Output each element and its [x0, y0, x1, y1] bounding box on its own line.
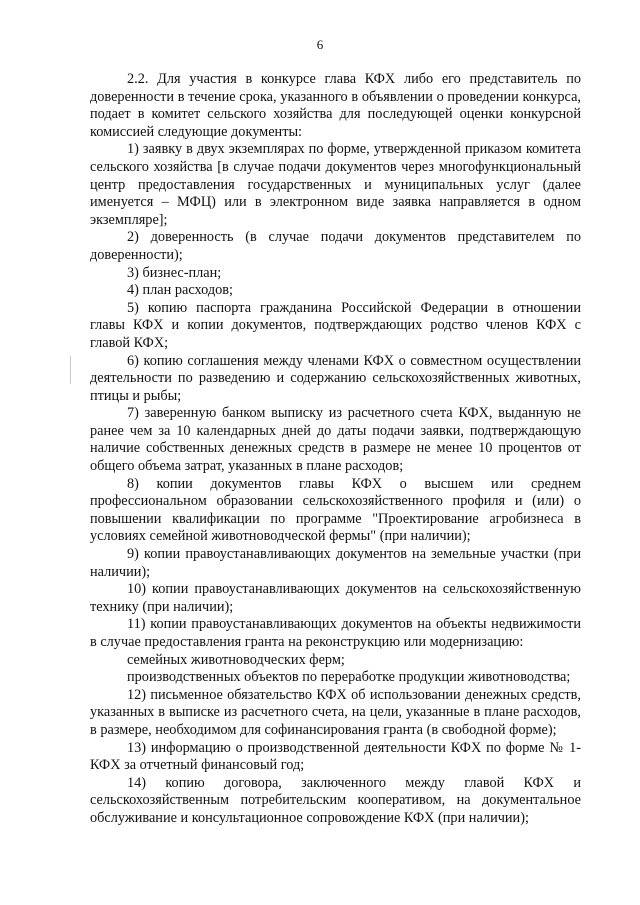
list-item-2-power-of-attorney: 2) доверенность (в случае подачи документов представителем по доверенности);	[90, 229, 581, 263]
list-item-1-application: 1) заявку в двух экземплярах по форме, утвержденной приказом комитета сельского хозяйства [в случае подачи документов через многофункциональный центр предоставления государственных и муниципальных услуг (далее именуется – МФЦ) или в электронном виде заявка направляется в одном экземпляре];	[90, 141, 581, 228]
list-item-12-written-obligation: 12) письменное обязательство КФХ об использовании денежных средств, указанных в выписке из расчетного счета, на цели, указанные в плане расходов, в размере, необходимом для софинансирования гранта (в свободной форме);	[90, 686, 581, 738]
list-item-4-expense-plan: 4) план расходов;	[127, 282, 233, 299]
list-subitem-processing-facilities: производственных объектов по переработке продукции животноводства;	[127, 669, 571, 686]
list-item-10-machinery-documents: 10) копии правоустанавливающих документов на сельскохозяйственную технику (при наличии);	[90, 581, 581, 615]
page-number: 6	[316, 37, 324, 52]
list-item-7-bank-statement: 7) заверенную банком выписку из расчетного счета КФХ, выданную не ранее чем за 10 календарных дней до даты подачи заявки, подтверждающую наличие собственных денежных средств в размере не менее 10 процентов от общего объема затрат, указанных в плане расходов;	[90, 405, 581, 475]
list-item-6-agreement-copy: 6) копию соглашения между членами КФХ о совместном осуществлении деятельности по разведению и содержанию сельскохозяйственных животных, птицы и рыбы;	[90, 352, 581, 404]
scan-margin-mark	[70, 356, 71, 384]
list-item-14-cooperative-contract: 14) копию договора, заключенного между главой КФХ и сельскохозяйственным потребительским кооперативом, на документальное обслуживание и консультационное сопровождение КФХ (при наличии);	[90, 774, 581, 826]
section-intro-paragraph: 2.2. Для участия в конкурсе глава КФХ либо его представитель по доверенности в течение срока, указанного в объявлении о проведении конкурса, подает в комитет сельского хозяйства для последующей оценки конкурсной комиссией следующие документы:	[90, 71, 581, 140]
list-item-13-production-information: 13) информацию о производственной деятельности КФХ по форме № 1-КФХ за отчетный финансовый год;	[90, 739, 581, 774]
list-subitem-family-farms: семейных животноводческих ферм;	[127, 651, 345, 668]
list-item-8-education-documents: 8) копии документов главы КФХ о высшем или среднем профессиональном образовании сельскохозяйственного профиля и (или) о повышении квалификации по программе "Проектирование агробизнеса в условиях семейной животноводческой фермы" (при наличии);	[90, 475, 581, 545]
list-item-3-business-plan: 3) бизнес-план;	[127, 264, 222, 281]
list-item-11-property-documents: 11) копии правоустанавливающих документов на объекты недвижимости в случае предоставления гранта на реконструкцию или модернизацию:	[90, 616, 581, 650]
list-item-5-passport-copy: 5) копию паспорта гражданина Российской Федерации в отношении главы КФХ и копии документов, подтверждающих родство членов КФХ с главой КФХ;	[90, 299, 581, 351]
list-item-9-land-documents: 9) копии правоустанавливающих документов на земельные участки (при наличии);	[90, 546, 581, 580]
document-body	[90, 71, 581, 828]
